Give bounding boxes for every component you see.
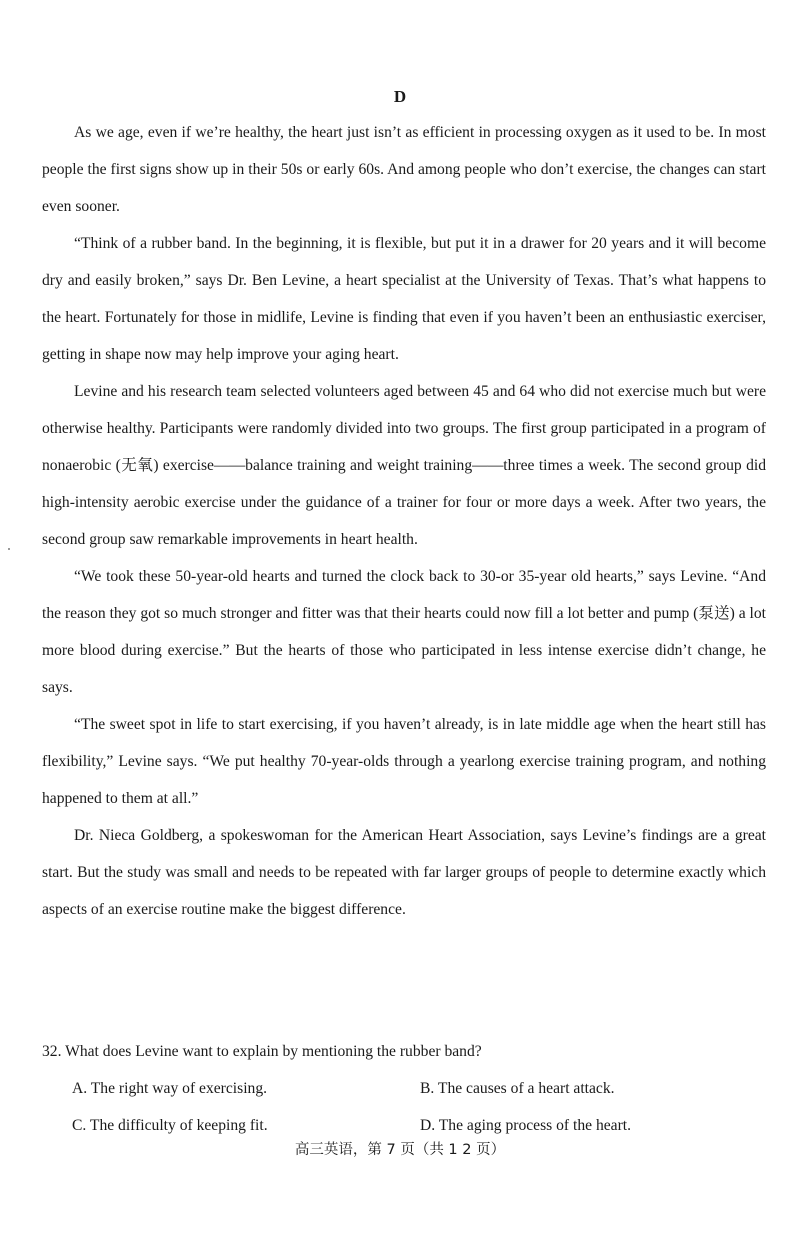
- scan-margin-mark: [8, 548, 10, 550]
- question-stem: 32. What does Levine want to explain by mentioning the rubber band?: [42, 1043, 482, 1060]
- answer-options: [42, 1070, 766, 1144]
- paragraph-3: Levine and his research team selected volunteers aged between 45 and 64 who did not exercise much but were otherwise healthy. Participants were randomly divided into two groups. The first group participated in a program of nonaerobic (无氧) exercise——balance training and weight training——three times a week. The second group did high-intensity aerobic exercise under the guidance of a trainer for four or more days a week. After two years, the second group saw remarkable improvements in heart health.: [42, 383, 766, 548]
- paragraph-1: As we age, even if we’re healthy, the heart just isn’t as efficient in processing oxygen as it used to be. In most people the first signs show up in their 50s or early 60s. And among people who don’t exercise, the changes can start even sooner.: [42, 124, 766, 215]
- reading-passage: [42, 114, 766, 928]
- paragraph-5: “The sweet spot in life to start exercising, if you haven’t already, is in late middle age when the heart still has flexibility,” Levine says. “We put healthy 70-year-olds through a yearlong exercise training program, and nothing happened to them at all.”: [42, 716, 766, 807]
- question-32: [42, 1033, 766, 1144]
- option-b: B. The causes of a heart attack.: [420, 1080, 615, 1097]
- section-title: D: [393, 87, 407, 106]
- paragraph-2: “Think of a rubber band. In the beginning, it is flexible, but put it in a drawer for 20 years and it will become dry and easily broken,” says Dr. Ben Levine, a heart specialist at the University of Texas. That’s what happens to the heart. Fortunately for those in midlife, Levine is finding that even if you haven’t been an enthusiastic exerciser, getting in shape now may help improve your aging heart.: [42, 235, 766, 363]
- option-a: A. The right way of exercising.: [72, 1080, 268, 1097]
- option-c: C. The difficulty of keeping fit.: [72, 1117, 268, 1134]
- paragraph-6: Dr. Nieca Goldberg, a spokeswoman for the American Heart Association, says Levine’s findings are a great start. But the study was small and needs to be repeated with far larger groups of people to determine exactly which aspects of an exercise routine make the biggest difference.: [42, 827, 766, 918]
- page-footer: 高三英语，第 7 页（共 1 2 页）: [294, 1142, 506, 1158]
- paragraph-4: “We took these 50-year-old hearts and turned the clock back to 30-or 35-year old hearts,” says Levine. “And the reason they got so much stronger and fitter was that their hearts could now fill a lot better and pump (泵送) a lot more blood during exercise.” But the hearts of those who participated in less intense exercise didn’t change, he says.: [42, 568, 766, 696]
- option-d: D. The aging process of the heart.: [420, 1117, 632, 1134]
